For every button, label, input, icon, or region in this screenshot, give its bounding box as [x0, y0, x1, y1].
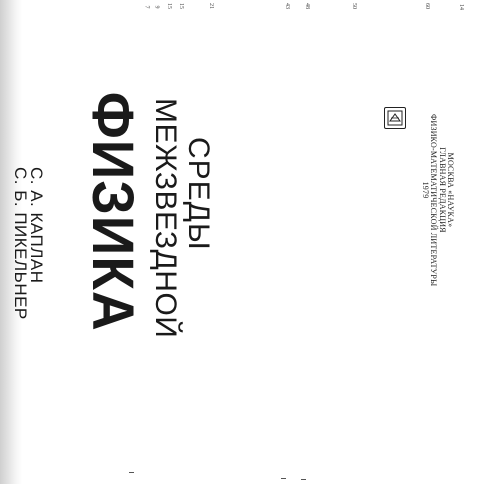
- publisher-imprint: [406, 114, 455, 287]
- book-title-line2: МЕЖЗВЕЗДНОЙ: [149, 98, 182, 339]
- book-title-main: ФИЗИКА: [80, 91, 145, 332]
- bleed-mark: [281, 478, 286, 479]
- bleed-number: 43: [284, 3, 290, 9]
- publisher-division: ФИЗИКО-МАТЕМАТИЧЕСКОЙ ЛИТЕРАТУРЫ: [429, 114, 439, 287]
- author-1: С. А. КАПЛАН: [27, 167, 46, 284]
- publisher-logo-icon: [384, 107, 406, 129]
- bleed-number: 15: [178, 3, 184, 9]
- bleed-number: 14: [458, 4, 464, 10]
- bleed-number: 9: [153, 5, 160, 9]
- bleed-number: 48: [304, 3, 310, 9]
- bleed-mark: [129, 472, 134, 473]
- book-title-line3: СРЕДЫ: [182, 137, 215, 251]
- authors-block: [11, 167, 46, 357]
- author-2: С. Б. ПИКЕЛЬНЕР: [11, 167, 30, 320]
- publisher-edition: ГЛАВНАЯ РЕДАКЦИЯ: [437, 147, 447, 233]
- bleed-number: 50: [351, 3, 357, 9]
- bleed-number: 7: [143, 5, 150, 9]
- bleed-number: 15: [166, 3, 172, 9]
- publisher-city: МОСКВА «НАУКА»: [446, 152, 455, 228]
- bleed-number: 21: [208, 3, 214, 9]
- bleed-mark: [301, 479, 306, 480]
- bleed-number: 60: [424, 3, 430, 9]
- publication-year: 1979: [420, 181, 430, 199]
